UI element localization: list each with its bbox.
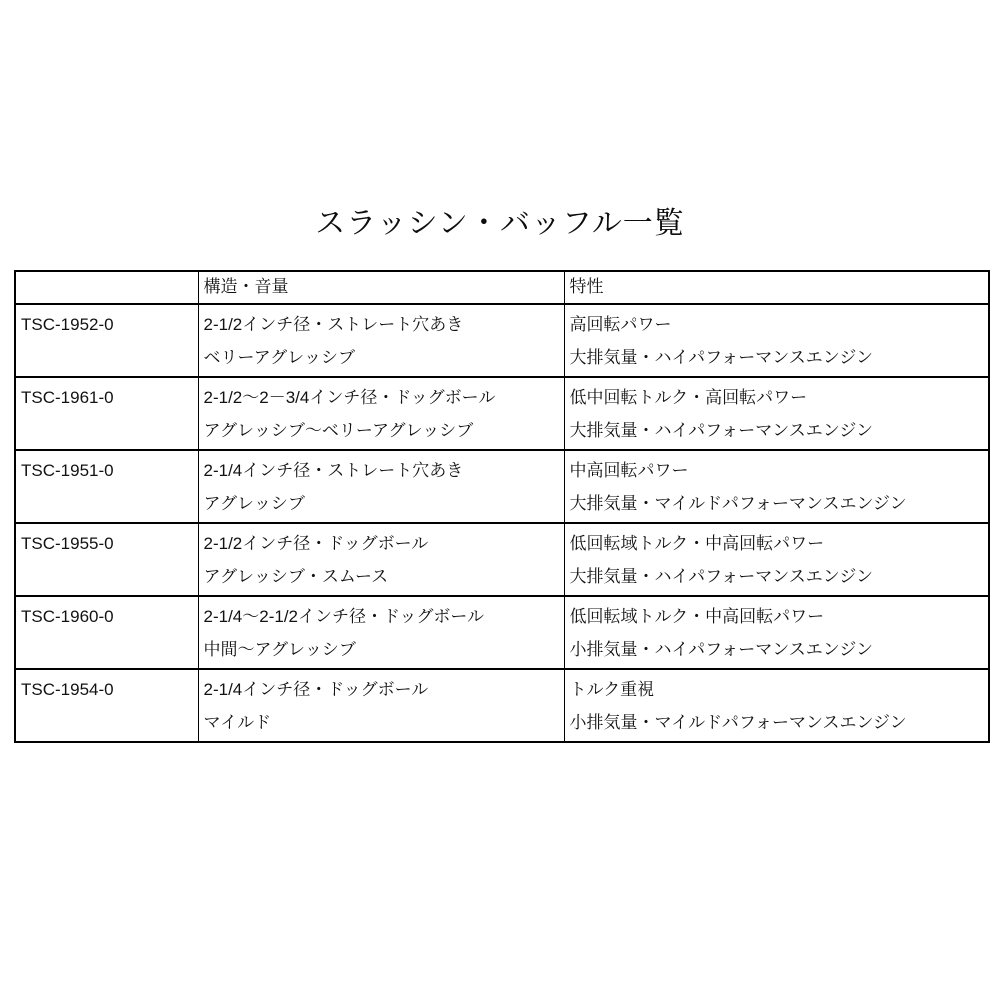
traits-line-1: 低回転域トルク・中高回転パワー [569, 534, 825, 553]
traits-line-2: 小排気量・マイルドパフォーマンスエンジン [569, 713, 907, 732]
table-row [15, 450, 989, 523]
model-id: TSC-1954-0 [15, 669, 198, 742]
structure-line-2: アグレッシブ・スムース [203, 567, 389, 586]
structure-cell [198, 450, 564, 523]
traits-line-1: 低中回転トルク・高回転パワー [569, 388, 808, 407]
structure-line-1: 2-1/4インチ径・ストレート穴あき [203, 461, 464, 480]
structure-line-1: 2-1/4インチ径・ドッグボール [203, 680, 429, 699]
structure-cell [198, 596, 564, 669]
table-row [15, 523, 989, 596]
traits-line-1: トルク重視 [569, 680, 655, 699]
structure-line-1: 2-1/4～2-1/2インチ径・ドッグボール [203, 607, 484, 626]
model-id: TSC-1952-0 [15, 304, 198, 377]
traits-cell [564, 377, 989, 450]
structure-line-2: マイルド [203, 713, 272, 732]
model-id: TSC-1961-0 [15, 377, 198, 450]
model-id: TSC-1955-0 [15, 523, 198, 596]
traits-line-2: 大排気量・ハイパフォーマンスエンジン [569, 348, 873, 367]
traits-line-2: 大排気量・ハイパフォーマンスエンジン [569, 567, 873, 586]
structure-cell [198, 523, 564, 596]
traits-line-2: 大排気量・ハイパフォーマンスエンジン [569, 421, 873, 440]
structure-line-1: 2-1/2～2－3/4インチ径・ドッグボール [203, 388, 496, 407]
table-row [15, 669, 989, 742]
traits-cell [564, 523, 989, 596]
traits-line-1: 高回転パワー [569, 315, 672, 334]
header-model [15, 271, 198, 304]
header-traits: 特性 [564, 271, 989, 304]
structure-line-1: 2-1/2インチ径・ストレート穴あき [203, 315, 464, 334]
page-title: スラッシン・バッフル一覧 [315, 207, 685, 240]
traits-cell [564, 596, 989, 669]
structure-line-2: アグレッシブ [203, 494, 305, 513]
baffle-list-table [14, 270, 990, 743]
header-structure: 構造・音量 [198, 271, 564, 304]
table-row [15, 304, 989, 377]
traits-line-2: 小排気量・ハイパフォーマンスエンジン [569, 640, 873, 659]
structure-line-1: 2-1/2インチ径・ドッグボール [203, 534, 429, 553]
structure-cell [198, 304, 564, 377]
structure-cell [198, 669, 564, 742]
traits-cell [564, 669, 989, 742]
traits-cell [564, 450, 989, 523]
structure-line-2: 中間～アグレッシブ [203, 640, 356, 659]
table-header-row [15, 271, 989, 304]
model-id: TSC-1960-0 [15, 596, 198, 669]
table-row [15, 377, 989, 450]
traits-line-2: 大排気量・マイルドパフォーマンスエンジン [569, 494, 907, 513]
traits-line-1: 中高回転パワー [569, 461, 689, 480]
structure-line-2: ベリーアグレッシブ [203, 348, 355, 367]
traits-cell [564, 304, 989, 377]
table-row [15, 596, 989, 669]
traits-line-1: 低回転域トルク・中高回転パワー [569, 607, 825, 626]
structure-cell [198, 377, 564, 450]
model-id: TSC-1951-0 [15, 450, 198, 523]
structure-line-2: アグレッシブ～ベリーアグレッシブ [203, 421, 474, 440]
